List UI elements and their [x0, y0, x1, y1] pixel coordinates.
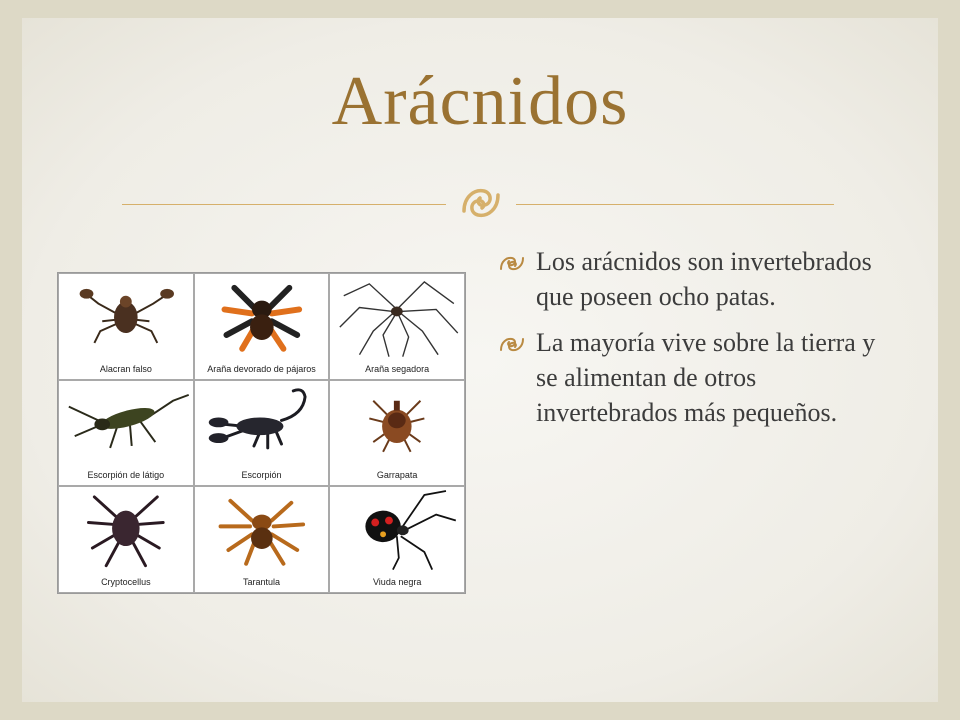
flourish-icon — [458, 181, 504, 225]
bullet-list — [496, 244, 876, 441]
pseudoscorpion-icon — [59, 274, 193, 358]
cell-label: Cryptocellus — [101, 576, 151, 587]
bullet-item — [496, 325, 876, 430]
tarantula-icon — [195, 487, 329, 571]
grid-cell — [194, 486, 330, 593]
cell-label: Tarantula — [242, 576, 280, 587]
title-divider-left — [122, 204, 446, 205]
grid-cell — [58, 380, 194, 487]
grid-cell — [329, 486, 465, 593]
grid-cell — [194, 273, 330, 380]
whip-scorpion-icon — [59, 381, 193, 465]
grid-cell — [58, 273, 194, 380]
bullet-item — [496, 244, 876, 314]
title-divider-right — [516, 204, 834, 205]
grid-cell — [329, 273, 465, 380]
scorpion-icon — [195, 381, 329, 465]
tick-icon — [330, 381, 464, 465]
bird-eating-spider-icon — [195, 274, 329, 358]
cell-label: Escorpión — [241, 470, 282, 481]
bullet-text: Los arácnidos son invertebrados que poseen ocho patas. — [536, 247, 872, 311]
cell-label: Araña devorado de pájaros — [207, 363, 316, 374]
cell-label: Garrapata — [376, 470, 418, 481]
bullet-text: La mayoría vive sobre la tierra y se alimentan de otros invertebrados más pequeños. — [536, 328, 876, 427]
flourish-bullet-icon — [498, 253, 526, 273]
cell-label: Alacran falso — [99, 363, 152, 374]
grid-cell — [58, 486, 194, 593]
flourish-bullet-icon — [498, 334, 526, 354]
black-widow-icon — [330, 487, 464, 571]
harvestman-icon — [330, 274, 464, 358]
grid-cell — [329, 380, 465, 487]
cell-label: Viuda negra — [372, 576, 422, 587]
arachnid-image-grid — [57, 272, 466, 594]
cell-label: Araña segadora — [365, 363, 430, 374]
cryptocellus-icon — [59, 487, 193, 571]
grid-cell — [194, 380, 330, 487]
slide-title: Arácnidos — [331, 63, 629, 140]
cell-label: Escorpión de látigo — [87, 470, 165, 481]
